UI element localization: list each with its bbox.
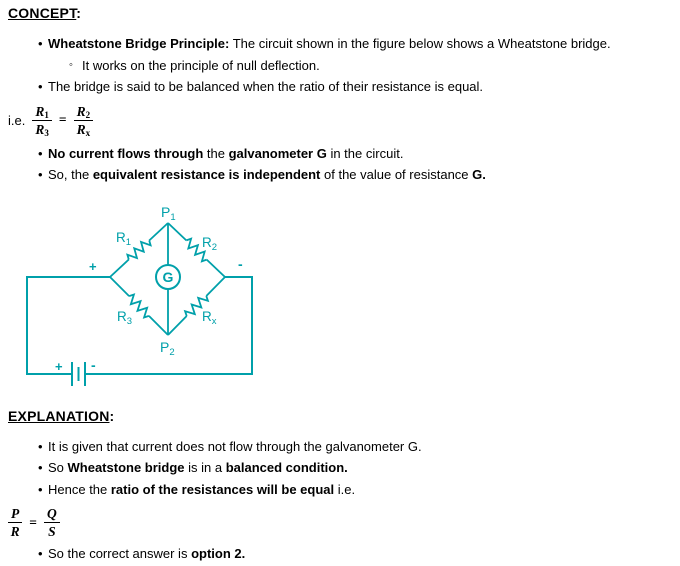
fraction-numerator: P — [11, 506, 20, 522]
bullet-marker: • — [38, 167, 43, 183]
fraction-denominator: R — [10, 524, 20, 540]
fraction-denominator: S — [48, 524, 56, 540]
bullet-marker: • — [38, 36, 43, 51]
bullet-marker: • — [38, 546, 43, 562]
bullet-item — [69, 55, 672, 77]
fraction-numerator: Q — [46, 506, 57, 522]
fraction-rhs — [74, 104, 94, 137]
fraction-numerator: R — [35, 103, 45, 119]
resistor-r1-label: $R_1$ — [116, 229, 132, 248]
fraction-lhs — [8, 506, 22, 539]
fraction-rhs — [44, 506, 60, 539]
bullet-item — [38, 436, 672, 458]
bullet-text: So, the equivalent resistance is independent of the value of resistance G. — [48, 167, 486, 183]
bullet-text: The bridge is said to be balanced when the ratio of their resistance is equal. — [48, 79, 484, 94]
formula-prefix: i.e. — [8, 112, 26, 128]
bullet-text: Wheatstone Bridge Principle: The circuit shown in the figure below shows a Wheatstone bridge. — [48, 36, 611, 51]
concept-formula — [8, 104, 672, 137]
circuit-diagram — [20, 199, 270, 391]
denominator-subscript: x — [85, 127, 91, 138]
left-terminal-plus: + — [89, 258, 97, 274]
numerator-subscript: 2 — [85, 109, 91, 120]
battery-plus-label: + — [55, 358, 63, 374]
denominator-subscript: 3 — [44, 127, 49, 138]
explanation-heading-text: EXPLANATION — [8, 407, 110, 424]
node-p1-label: $P_1$ — [161, 203, 176, 223]
equals-sign: = — [29, 514, 37, 530]
numerator-subscript: 1 — [44, 109, 49, 120]
bullet-marker: • — [38, 79, 43, 94]
bullet-marker: • — [38, 481, 43, 497]
concept-heading-text: CONCEPT — [8, 5, 77, 21]
node-p2-label: $P_2$ — [160, 338, 175, 358]
sub-bullet-marker: ◦ — [69, 58, 73, 71]
bullet-marker: • — [38, 460, 43, 476]
bullet-item — [38, 76, 672, 98]
answer-bullet-list — [8, 543, 672, 565]
right-terminal-minus: - — [238, 255, 243, 272]
concept-heading — [8, 6, 672, 21]
fraction-denominator: R — [35, 121, 45, 137]
bullet-item — [38, 143, 672, 165]
bullet-text: No current flows through the galvanometer G in the circuit. — [48, 145, 404, 161]
fraction-denominator: R — [76, 121, 86, 137]
fraction-numerator: R — [76, 103, 86, 119]
bullet-marker: • — [38, 145, 43, 161]
wheatstone-bridge-figure — [20, 199, 672, 394]
resistor-rx-label: $R_x$ — [202, 308, 217, 327]
explanation-bullet-list — [8, 436, 672, 501]
explanation-heading — [8, 409, 672, 424]
explanation-heading-colon: : — [109, 407, 115, 424]
battery-minus-label: - — [91, 356, 96, 373]
equals-sign: = — [58, 112, 67, 128]
concept-heading-colon: : — [76, 5, 82, 21]
explanation-formula — [8, 506, 672, 539]
bullet-marker: • — [38, 438, 43, 454]
bullet-text: It is given that current does not flow through the galvanometer G. — [48, 438, 422, 454]
concept-bullet-list-bottom — [8, 143, 672, 186]
bullet-item — [38, 543, 672, 565]
bullet-text: So Wheatstone bridge is in a balanced condition. — [48, 460, 348, 476]
bullet-text: It works on the principle of null deflection. — [82, 57, 320, 73]
resistor-r3-label: $R_3$ — [117, 308, 133, 327]
bullet-item — [38, 33, 672, 55]
bullet-item — [38, 457, 672, 479]
bullet-item — [38, 479, 672, 501]
fraction-lhs — [32, 104, 52, 137]
resistor-r2-label: $R_2$ — [202, 234, 218, 253]
concept-bullet-list-top — [8, 33, 672, 98]
bullet-text: So the correct answer is option 2. — [48, 546, 246, 562]
galvanometer-label: G — [162, 268, 174, 285]
bullet-text: Hence the ratio of the resistances will be equal i.e. — [48, 481, 356, 497]
bullet-item — [38, 164, 672, 186]
circuit-wire-left — [27, 277, 110, 374]
